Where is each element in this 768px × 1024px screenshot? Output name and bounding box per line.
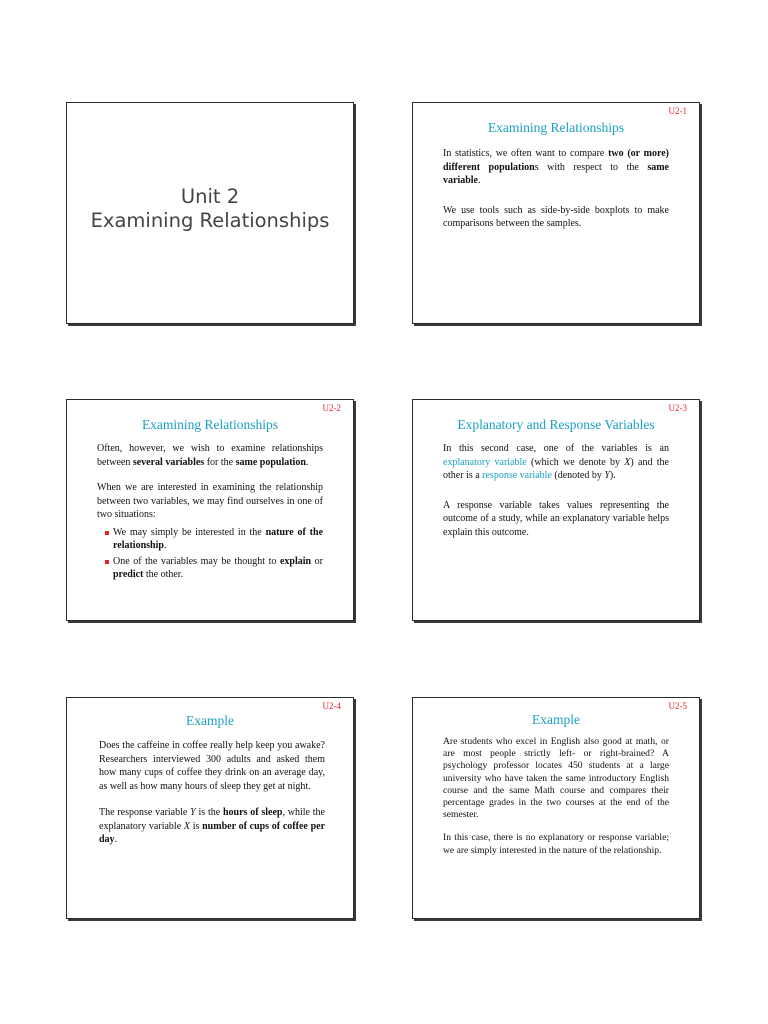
paragraph [443,442,669,483]
paragraph [99,806,325,847]
text-run: . [163,540,167,551]
slide-body [443,442,669,551]
paragraph: Does the caffeine in coffee really help keep you awake? Researchers interviewed 300 adults and asked them how many cups of coffee they drink on an average day, as well as how many hours of sleep they get at night. [99,740,325,792]
slide-number: U2-2 [322,403,341,413]
paragraph [97,442,323,469]
bold-term: hours of sleep [222,807,283,818]
text-run: One of the variables may be thought to [113,555,280,567]
bold-term: predict [113,569,144,580]
slide-heading: Examining Relationships [141,417,279,432]
text-run: the other. [143,569,184,580]
text-run: (which we denote by [526,456,625,468]
text-run: is [189,820,203,832]
slide-body [99,739,325,859]
text-run: ) and the other is a [443,456,669,481]
slide-u2-4 [66,697,354,919]
bold-term: two (or more) different population [443,148,670,173]
paragraph: We use tools such as side-by-side boxplots to make comparisons between the samples. [443,204,669,229]
slide-body [443,147,669,243]
bold-term: explain [279,555,312,567]
slide-heading: Explanatory and Response Variables [457,417,655,432]
bullet-item [105,555,323,582]
paragraph: Are students who excel in English also good at math, or are most people strictly left- or right-brained? A psychology professor locates 450 students at a large university who have taken the same introductory English course and the same Math course and compares their percentage grades in the two courses at the end of the semester. [443,736,669,821]
slide-u2-3 [412,399,700,621]
title-line-1: Unit 2 [180,185,240,208]
slide-u2-2 [66,399,354,621]
bold-term: same variable [443,161,669,186]
slide-heading: Example [532,712,580,727]
text-run: or [311,555,323,567]
text-run: We may simply be interested in the [113,526,266,538]
text-run: . [478,175,481,186]
text-run: The response variable [99,807,191,818]
title-block [67,185,353,233]
paragraph: In this case, there is no explanatory or response variable; we are simply interested in the nature of the relationship. [443,832,669,856]
slide-u2-5 [412,697,700,919]
paragraph: A response variable takes values representing the outcome of a study, while an explanatory variable helps explain this outcome. [443,499,669,538]
bullet-item [105,526,323,553]
title-line-2: Examining Relationships [90,209,330,232]
text-run: ). [609,470,616,481]
slide-u2-1 [412,102,700,324]
text-run: , while the explanatory variable [99,807,325,832]
text-run: s with respect to the [534,161,648,173]
bold-term: same population [235,456,306,468]
text-run: . [114,834,118,845]
square-bullet-icon [105,560,109,564]
text-run: for the [204,456,236,468]
text-run: (denoted by [551,470,605,481]
bold-term: several variables [132,456,205,468]
slide-heading: Examining Relationships [487,120,625,135]
text-run: In statistics, we often want to compare [443,148,609,159]
paragraph [443,147,669,188]
paragraph: When we are interested in examining the relationship between two variables, we may find ourselves in one of two situations: [97,482,323,520]
slide-number: U2-1 [668,106,687,116]
slide-number: U2-4 [322,701,341,711]
bold-term: nature of the relationship [113,526,324,551]
slide-number: U2-5 [668,701,687,711]
slide-body [443,736,669,868]
bold-term: number of cups of coffee per day [99,820,326,845]
text-run: is the [195,807,223,818]
italic-symbol: X [624,456,631,468]
slide-heading: Example [186,713,234,728]
text-run: . [305,456,309,468]
bullet-list [97,526,323,582]
italic-symbol: X [183,820,190,832]
text-run: Often, however, we wish to examine relationships between [97,443,323,468]
italic-symbol: Y [190,807,196,818]
square-bullet-icon [105,531,109,535]
italic-symbol: Y [604,470,610,481]
slide-number: U2-3 [668,403,687,413]
text-run: In this second case, one of the variables is an [443,443,669,454]
slide-title [66,102,354,324]
keyword-term: explanatory variable [443,456,527,468]
keyword-term: response variable [482,470,552,481]
slide-body [97,442,323,584]
